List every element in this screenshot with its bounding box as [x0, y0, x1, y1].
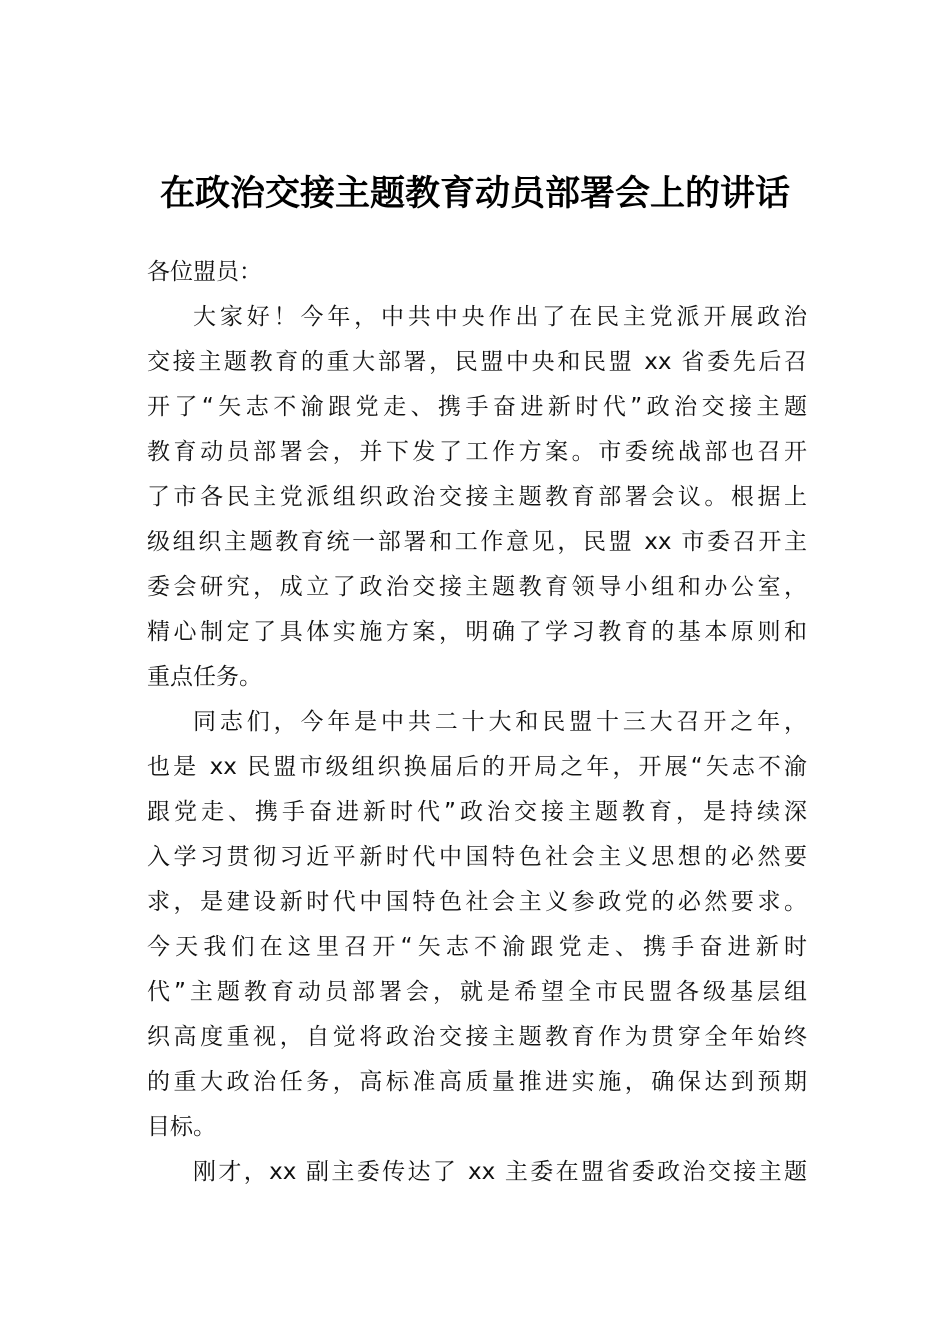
paragraph-line: 交接主题教育的重大部署，民盟中央和民盟 xx 省委先后召	[147, 349, 807, 375]
paragraph-line: 开了“矢志不渝跟党走、携手奋进新时代”政治交接主题	[147, 394, 807, 420]
paragraph-3	[147, 1150, 807, 1195]
paragraph-line: 级组织主题教育统一部署和工作意见，民盟 xx 市委召开主	[147, 529, 807, 555]
paragraph-line: 也是 xx 民盟市级组织换届后的开局之年，开展“矢志不渝	[147, 754, 807, 780]
paragraph-line: 织高度重视，自觉将政治交接主题教育作为贯穿全年始终	[147, 1024, 807, 1050]
paragraph-line: 精心制定了具体实施方案，明确了学习教育的基本原则和	[147, 619, 807, 645]
paragraph-1	[147, 295, 807, 700]
paragraph-line: 重点任务。	[147, 664, 262, 690]
paragraph-line: 委会研究，成立了政治交接主题教育领导小组和办公室，	[147, 574, 807, 600]
paragraph-2	[147, 700, 807, 1150]
document-title: 在政治交接主题教育动员部署会上的讲话	[159, 173, 790, 214]
salutation: 各位盟员：	[147, 259, 262, 285]
paragraph-line: 求，是建设新时代中国特色社会主义参政党的必然要求。	[147, 889, 807, 915]
paragraph-line: 了市各民主党派组织政治交接主题教育部署会议。根据上	[147, 484, 807, 510]
paragraph-line: 目标。	[147, 1114, 216, 1140]
paragraph-line: 入学习贯彻习近平新时代中国特色社会主义思想的必然要	[147, 844, 807, 870]
document-body	[147, 250, 807, 1195]
paragraph-line: 跟党走、携手奋进新时代”政治交接主题教育，是持续深	[147, 799, 807, 825]
paragraph-line: 代”主题教育动员部署会，就是希望全市民盟各级基层组	[147, 979, 807, 1005]
paragraph-line: 同志们，今年是中共二十大和民盟十三大召开之年，	[193, 709, 807, 735]
paragraph-line: 的重大政治任务，高标准高质量推进实施，确保达到预期	[147, 1069, 807, 1095]
paragraph-line: 教育动员部署会，并下发了工作方案。市委统战部也召开	[147, 439, 807, 465]
paragraph-line: 今天我们在这里召开“矢志不渝跟党走、携手奋进新时	[147, 934, 807, 960]
paragraph-line: 刚才，xx 副主委传达了 xx 主委在盟省委政治交接主题	[193, 1159, 807, 1185]
paragraph-line: 大家好！今年，中共中央作出了在民主党派开展政治	[193, 304, 807, 330]
